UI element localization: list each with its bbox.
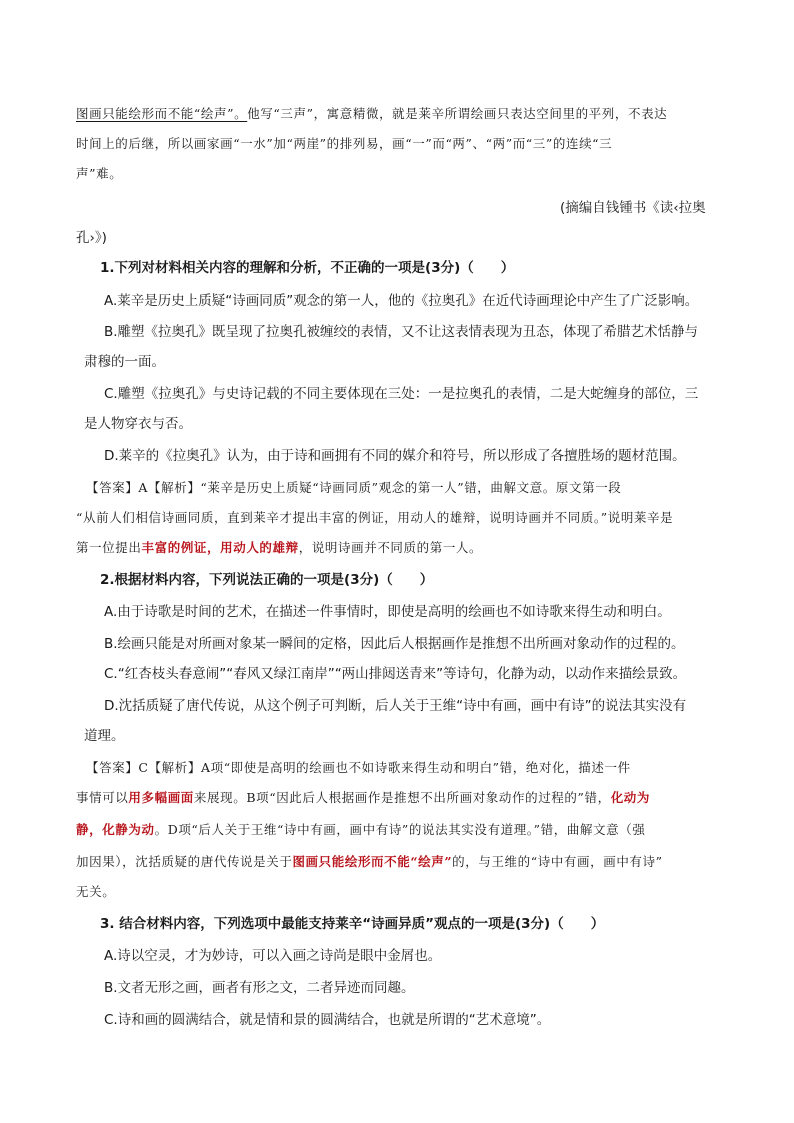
answer-text: 加因果），沈括质疑的唐代传说是关于 (76, 854, 293, 869)
question-3-option-b: B.文者无形之画，画者有形之文，二者异迹而同趣。 (104, 980, 415, 996)
question-2-option-b: B.绘画只能是对所画对象某一瞬间的定格，因此后人根据画作是推想不出所画对象动作的过程的。 (104, 636, 685, 652)
answer-text: 。D项“后人关于王维“诗中有画，画中有诗”的说法其实没有道理。”错，曲解文意（强 (154, 822, 646, 837)
question-2-answer-line-1: 【答案】C【解析】A项“即使是高明的绘画也不如诗歌来得生动和明白”错，绝对化，描述一件 (86, 760, 631, 775)
answer-highlight: 化动为 (610, 790, 651, 805)
question-1-option-b: B.雕塑《拉奥孔》既呈现了拉奥孔被缠绞的表情，又不让这表情表现为丑态，体现了希腊艺术恬静与 (104, 324, 699, 340)
passage-underlined-phrase: 图画只能绘形而不能“绘声”。 (76, 106, 248, 121)
source-citation: (摘编自钱锺书《读‹拉奥 (560, 200, 706, 216)
question-1-answer-line-1: 【答案】A【解析】“莱辛是历史上质疑“诗画同质”观念的第一人”错，曲解文意。原文第一段 (86, 480, 622, 495)
question-2-answer-line-3 (76, 820, 645, 840)
answer-text: 第一位提出 (76, 540, 142, 555)
answer-highlight: 图画只能绘形而不能“绘声” (292, 854, 453, 869)
question-2-answer-line-2 (76, 788, 650, 808)
answer-text: 的，与王维的“诗中有画，画中有诗” (452, 854, 663, 869)
answer-text: 来展现。B项“因此后人根据画作是推想不出所画对象动作的过程的”错， (193, 790, 611, 805)
question-2-answer-line-5: 无关。 (76, 884, 116, 899)
question-2-option-d: D.沈括质疑了唐代传说，从这个例子可判断，后人关于王维“诗中有画，画中有诗”的说法其实没有 (104, 698, 687, 714)
question-1-stem: 1.下列对材料相关内容的理解和分析，不正确的一项是(3分)（ ） (100, 260, 515, 276)
passage-line-3: 声”难。 (76, 166, 123, 181)
question-1-option-c-cont: 是人物穿衣与否。 (84, 416, 192, 432)
question-2-answer-line-4 (76, 852, 663, 872)
answer-highlight: 静，化静为动 (76, 822, 155, 837)
answer-text: ，说明诗画并不同质的第一人。 (298, 540, 483, 555)
question-2-stem: 2.根据材料内容，下列说法正确的一项是(3分)（ ） (100, 572, 434, 588)
passage-line-1 (76, 104, 667, 124)
question-2-option-a: A.由于诗歌是时间的艺术，在描述一件事情时，即使是高明的绘画也不如诗歌来得生动和明白。 (104, 604, 671, 620)
answer-text: 事情可以 (76, 790, 129, 805)
question-3-stem: 3. 结合材料内容，下列选项中最能支持莱辛“诗画异质”观点的一项是(3分)（ ） (100, 916, 605, 932)
question-3-option-c: C.诗和画的圆满结合，就是情和景的圆满结合，也就是所谓的“艺术意境”。 (104, 1012, 551, 1028)
question-1-option-a: A.莱辛是历史上质疑“诗画同质”观念的第一人，他的《拉奥孔》在近代诗画理论中产生了广泛影响。 (104, 293, 699, 309)
question-1-option-d: D.莱辛的《拉奥孔》认为，由于诗和画拥有不同的媒介和符号，所以形成了各擅胜场的题材范围。 (104, 448, 686, 464)
question-1-option-b-cont: 肃穆的一面。 (84, 354, 165, 370)
question-2-option-c: C.“红杏枝头春意闹”“春风又绿江南岸”“两山排闼送青来”等诗句，化静为动，以动作来描绘景致。 (104, 666, 687, 682)
question-1-answer-line-2: “从前人们相信诗画同质，直到莱辛才提出丰富的例证，用动人的雄辩，说明诗画并不同质。”说明莱辛是 (76, 510, 674, 525)
question-2-option-d-cont: 道理。 (84, 728, 125, 744)
question-3-option-a: A.诗以空灵，才为妙诗，可以入画之诗尚是眼中金屑也。 (104, 948, 442, 964)
answer-highlight: 丰富的例证，用动人的雄辩 (141, 540, 299, 555)
passage-line-1-rest: 他写“三声”，寓意精微，就是莱辛所谓绘画只表达空间里的平列，不表达 (247, 106, 668, 121)
answer-highlight: 用多幅画面 (128, 790, 194, 805)
source-citation-cont: 孔›》) (76, 230, 107, 246)
question-1-answer-line-3 (76, 538, 482, 558)
passage-line-2: 时间上的后继，所以画家画“一水”加“两崖”的排列易，画“一”而“两”、“两”而“三”的连续“三 (76, 136, 613, 151)
question-1-option-c: C.雕塑《拉奥孔》与史诗记载的不同主要体现在三处：一是拉奥孔的表情，二是大蛇缠身的部位，三 (104, 386, 699, 402)
